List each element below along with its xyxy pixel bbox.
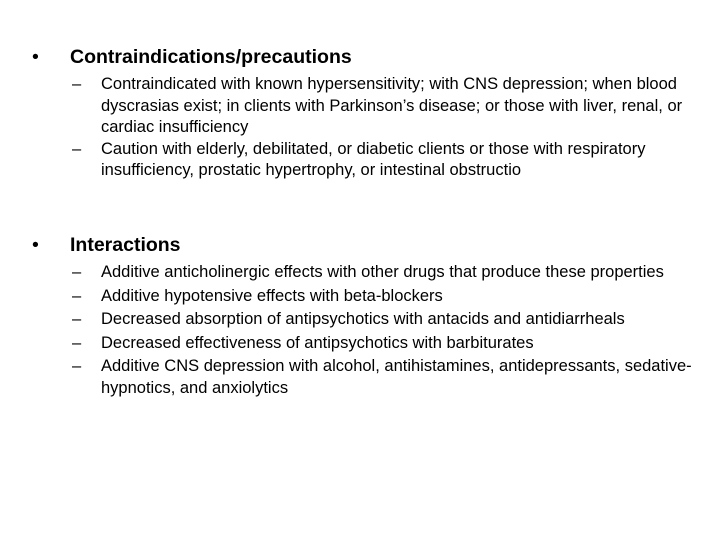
sub-bullet-text: Decreased effectiveness of antipsychotics with barbiturates — [101, 333, 534, 352]
section-heading: Interactions — [70, 234, 181, 256]
dash-icon: – — [72, 310, 82, 328]
sub-bullet-text: Additive hypotensive effects with beta-blockers — [101, 286, 443, 305]
bullet-dot-icon: • — [32, 46, 39, 68]
bullet-heading — [30, 44, 700, 70]
sub-bullet-item — [30, 286, 700, 308]
dash-icon: – — [72, 286, 82, 305]
sub-bullet-item — [30, 262, 700, 284]
dash-icon: – — [72, 75, 82, 93]
dash-icon: – — [72, 357, 82, 375]
sub-bullet-item — [30, 309, 700, 331]
sub-bullet-list — [30, 74, 700, 182]
sub-bullet-item — [30, 139, 700, 182]
sub-bullet-item — [30, 74, 700, 139]
sub-bullet-item — [30, 356, 700, 399]
dash-icon: – — [72, 263, 82, 281]
sub-bullet-item — [30, 333, 700, 355]
sub-bullet-text: Additive anticholinergic effects with other drugs that produce these properties — [101, 263, 664, 281]
sub-bullet-list — [30, 262, 700, 399]
dash-icon: – — [72, 333, 82, 352]
bullet-heading — [30, 232, 700, 258]
sub-bullet-text: Contraindicated with known hypersensitivity; with CNS depression; when blood dyscrasias exist; in clients with Parkinson’s disease; or those with liver, renal, or cardiac insufficiency — [101, 75, 683, 136]
dash-icon: – — [72, 139, 82, 158]
sub-bullet-text: Additive CNS depression with alcohol, antihistamines, antidepressants, sedative-hypnotics, and anxiolytics — [101, 357, 692, 397]
sub-bullet-text: Caution with elderly, debilitated, or diabetic clients or those with respiratory insufficiency, prostatic hypertrophy, or intestinal obstructio — [101, 139, 646, 179]
section-heading: Contraindications/precautions — [70, 46, 352, 68]
bullet-dot-icon: • — [32, 234, 39, 256]
section-contraindications — [30, 44, 700, 182]
sub-bullet-text: Decreased absorption of antipsychotics with antacids and antidiarrheals — [101, 310, 625, 328]
section-interactions — [30, 232, 700, 401]
